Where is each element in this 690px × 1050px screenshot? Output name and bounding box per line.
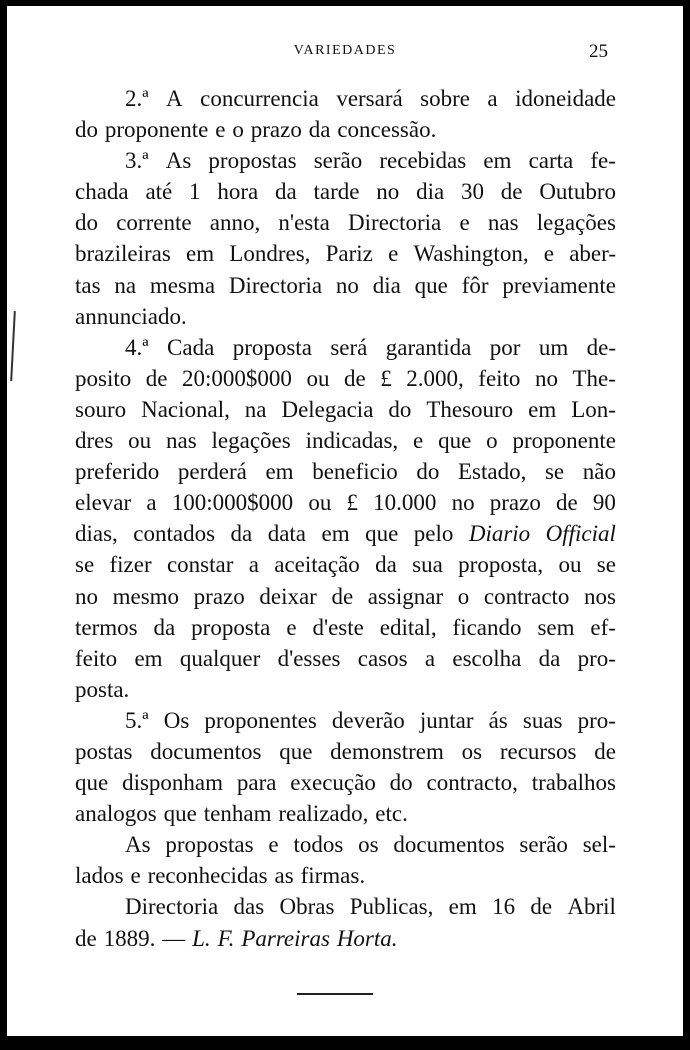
text-line: preferido perderá em beneficio do Estado, se não [75, 459, 616, 485]
text-line: elevar a 100:000$000 ou £ 10.000 no prazo de 90 [75, 490, 616, 516]
text-line: no mesmo prazo deixar de assignar o contracto nos [75, 583, 616, 609]
text-line: feito em qualquer d'esses casos a escolha da pro- [75, 645, 616, 671]
text-line: do corrente anno, n'esta Directoria e nas legações [75, 210, 616, 236]
text-line: 3.ª As propostas serão recebidas em carta fe- [125, 148, 616, 174]
text-line: As propostas e todos os documentos serão sel- [125, 832, 616, 858]
text-line: Directoria das Obras Publicas, em 16 de Abril [125, 894, 616, 920]
text-line: posito de 20:000$000 ou de £ 2.000, feito no The- [75, 365, 616, 391]
text-line: postas documentos que demonstrem os recursos de [75, 738, 616, 764]
text-line: de 1889. — L. F. Parreiras Horta. [75, 925, 398, 951]
text-line: brazileiras em Londres, Pariz e Washington, e aber- [75, 241, 616, 267]
text-line: 4.ª Cada proposta será garantida por um de- [125, 334, 616, 360]
text-line: que disponham para execução do contracto, trabalhos [75, 770, 616, 796]
text-line: se fizer constar a aceitação da sua proposta, ou se [75, 552, 616, 578]
body-text [75, 83, 616, 954]
text-line: chada até 1 hora da tarde no dia 30 de Outubro [75, 179, 616, 205]
text-line: dres ou nas legações indicadas, e que o proponente [75, 428, 616, 454]
text-line: 2.ª A concurrencia versará sobre a idoneidade [125, 86, 616, 111]
text-line: 5.ª Os proponentes deverão juntar ás suas pro- [125, 707, 616, 733]
text-line: termos da proposta e d'este edital, ficando sem ef- [75, 614, 616, 640]
text-line: souro Nacional, na Delegacia do Thesouro em Lon- [75, 396, 616, 422]
text-line: analogos que tenham realizado, etc. [75, 801, 408, 827]
text-line: do proponente e o prazo da concessão. [75, 117, 437, 143]
text-line: posta. [75, 676, 130, 702]
text-line: lados e reconhecidas as firmas. [75, 863, 366, 889]
closing-rule [297, 993, 373, 995]
text-line: annunciado. [75, 303, 187, 329]
text-line: dias, contados da data em que pelo Diario Official [75, 521, 616, 547]
margin-mark [10, 311, 16, 381]
text-line: tas na mesma Directoria no dia que fôr previamente [75, 272, 616, 298]
page-number: 25 [589, 41, 608, 62]
book-page [7, 6, 683, 1036]
running-head: VARIEDADES [293, 43, 397, 58]
